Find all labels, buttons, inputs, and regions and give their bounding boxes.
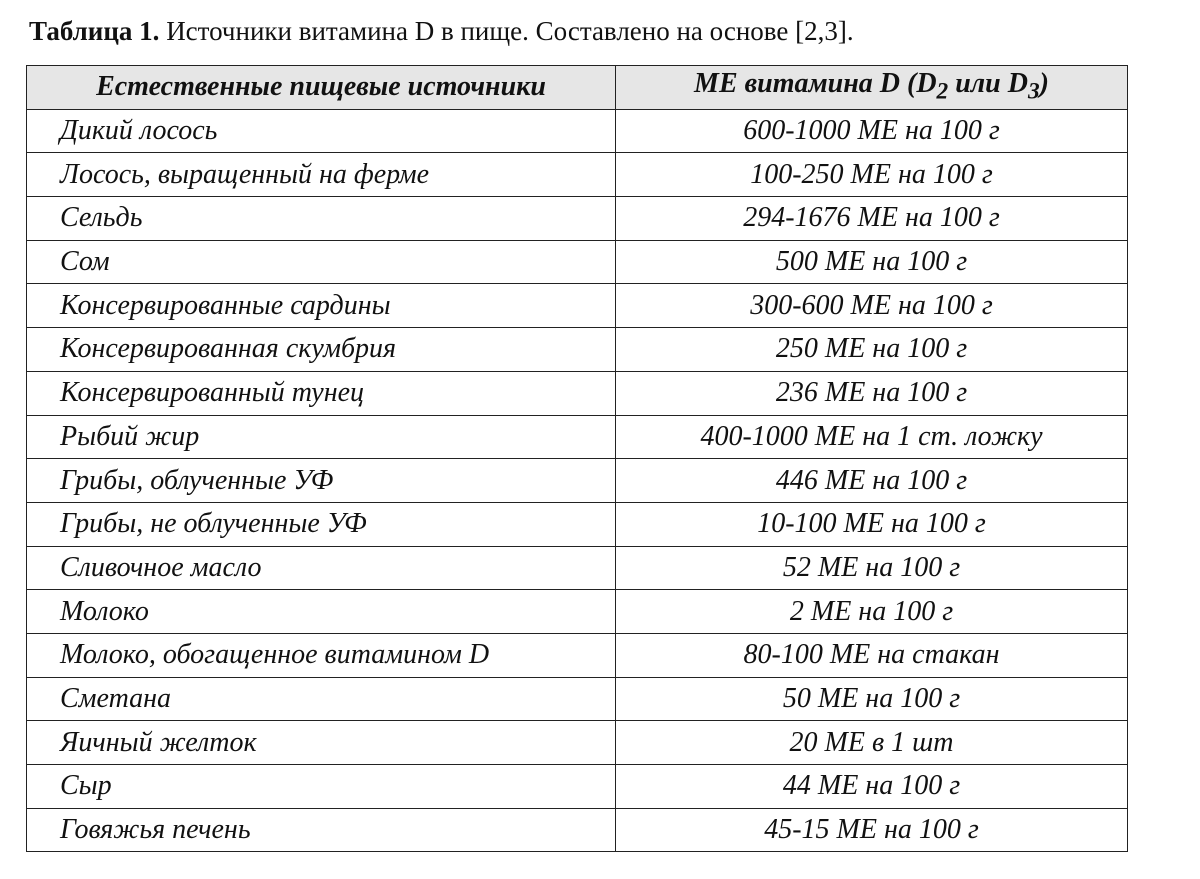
vitamin-d-value-cell: 400-1000 МЕ на 1 ст. ложку [616,415,1128,459]
vitamin-d-value-cell: 50 МЕ на 100 г [616,677,1128,721]
vitamin-d-value-cell: 294-1676 МЕ на 100 г [616,197,1128,241]
food-name-cell: Молоко, обогащенное витамином D [27,633,616,677]
food-name-cell: Сливочное масло [27,546,616,590]
food-name-cell: Лосось, выращенный на ферме [27,153,616,197]
vitamin-d-value-cell: 100-250 МЕ на 100 г [616,153,1128,197]
vitamin-d-value-cell: 300-600 МЕ на 100 г [616,284,1128,328]
food-name-cell: Сельдь [27,197,616,241]
food-name-cell: Грибы, облученные УФ [27,459,616,503]
food-name-cell: Дикий лосось [27,109,616,153]
caption-text: Источники витамина D в пище. Составлено на основе [2,3]. [166,16,854,46]
table-row [27,633,1128,677]
table-row [27,677,1128,721]
food-name-cell: Грибы, не облученные УФ [27,502,616,546]
table-row [27,284,1128,328]
header-value-sub-3: 3 [1027,78,1040,105]
header-value-sub-2: 2 [936,78,949,105]
food-name-cell: Сыр [27,765,616,809]
table-row [27,721,1128,765]
vitamin-d-value-cell: 600-1000 МЕ на 100 г [616,109,1128,153]
table-row [27,328,1128,372]
table-row [27,459,1128,503]
vitamin-d-value-cell: 236 МЕ на 100 г [616,371,1128,415]
table-row [27,240,1128,284]
food-name-cell: Яичный желток [27,721,616,765]
table-row [27,546,1128,590]
table-row [27,808,1128,852]
vitamin-d-value-cell: 45-15 МЕ на 100 г [616,808,1128,852]
food-name-cell: Рыбий жир [27,415,616,459]
table-header-row [27,66,1128,110]
header-value-prefix: МЕ витамина D (D [694,67,937,99]
header-source: Естественные пищевые источники [27,66,616,110]
food-name-cell: Консервированные сардины [27,284,616,328]
vitamin-d-value-cell: 250 МЕ на 100 г [616,328,1128,372]
vitamin-d-value-cell: 446 МЕ на 100 г [616,459,1128,503]
table-row [27,371,1128,415]
food-name-cell: Говяжья печень [27,808,616,852]
vitamin-d-value-cell: 80-100 МЕ на стакан [616,633,1128,677]
table-caption [29,13,854,49]
food-name-cell: Молоко [27,590,616,634]
table-row [27,197,1128,241]
vitamin-d-value-cell: 2 МЕ на 100 г [616,590,1128,634]
table-row [27,415,1128,459]
vitamin-d-value-cell: 10-100 МЕ на 100 г [616,502,1128,546]
food-name-cell: Сом [27,240,616,284]
table-row [27,502,1128,546]
food-name-cell: Сметана [27,677,616,721]
vitamin-d-value-cell: 44 МЕ на 100 г [616,765,1128,809]
header-value-suffix: ) [1039,67,1049,99]
vitamin-d-value-cell: 52 МЕ на 100 г [616,546,1128,590]
food-name-cell: Консервированный тунец [27,371,616,415]
table-row [27,590,1128,634]
vitamin-d-value-cell: 20 МЕ в 1 шт [616,721,1128,765]
header-value [616,66,1128,110]
header-value-mid: или D [948,67,1028,99]
table-row [27,765,1128,809]
food-name-cell: Консервированная скумбрия [27,328,616,372]
table-row [27,109,1128,153]
vitamin-d-table [26,65,1128,852]
caption-label: Таблица 1. [29,16,160,46]
vitamin-d-value-cell: 500 МЕ на 100 г [616,240,1128,284]
table-row [27,153,1128,197]
